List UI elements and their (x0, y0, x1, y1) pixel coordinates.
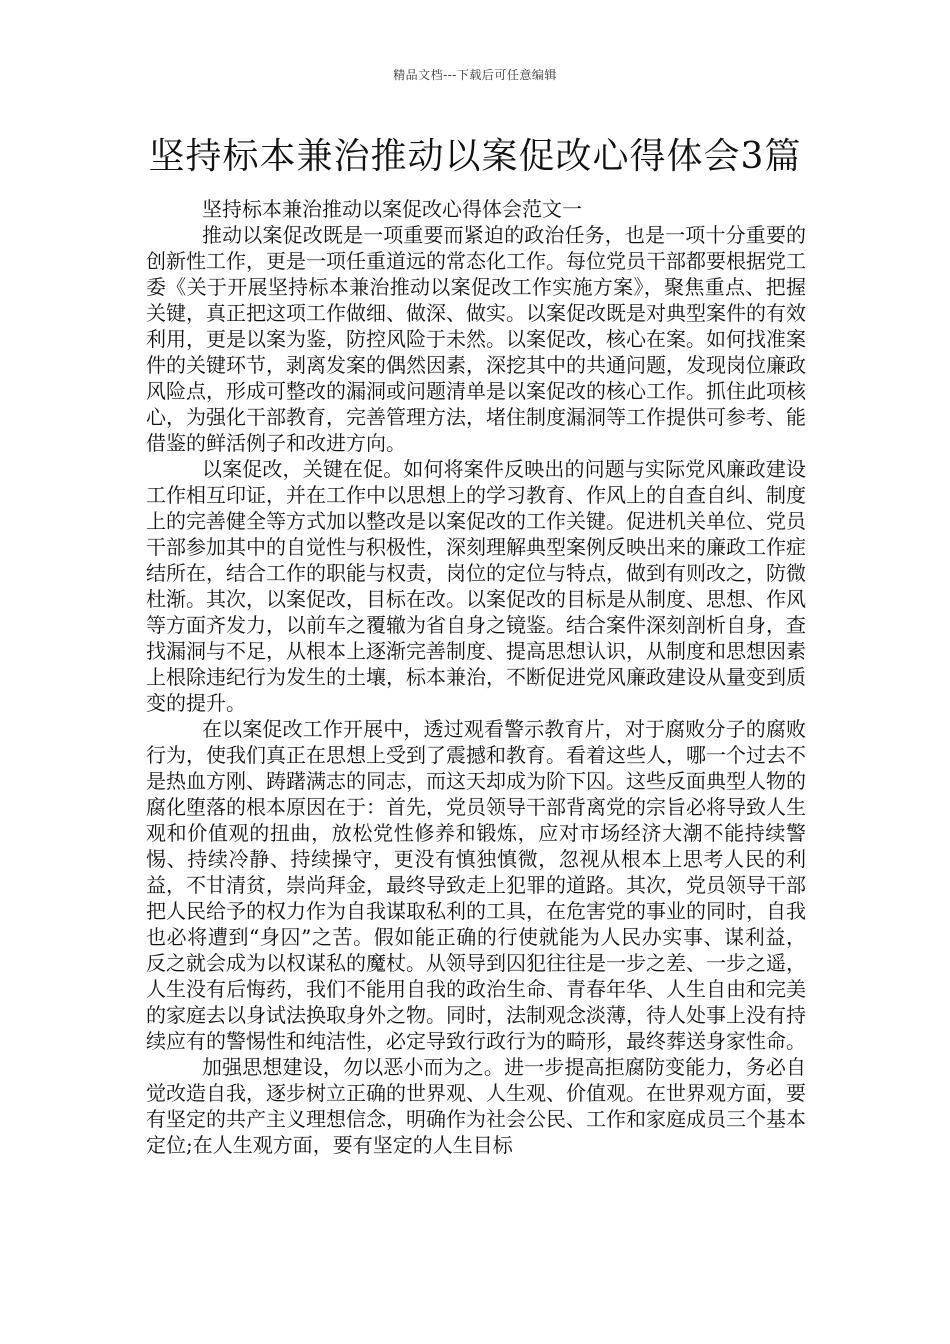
paragraph-4: 加强思想建设，勿以恶小而为之。进一步提高拒腐防变能力，务必自觉改造自我，逐步树立正确的世界观、人生观、价值观。在世界观方面，要有坚定的共产主义理想信念，明确作为社会公民、工作和家庭成员三个基本定位;在人生观方面，要有坚定的人生目标 (146, 1055, 806, 1157)
header-note: 精品文档---下载后可任意编辑 (393, 68, 557, 82)
paragraph-1: 推动以案促改既是一项重要而紧迫的政治任务，也是一项十分重要的创新性工作，更是一项任重道远的常态化工作。每位党员干部都要根据党工委《关于开展坚持标本兼治推动以案促改工作实施方案》，聚焦重点、把握关键，真正把这项工作做细、做深、做实。以案促改既是对典型案件的有效利用，更是以案为鉴，防控风险于未然。以案促改，核心在案。如何找准案件的关键环节，剥离发案的偶然因素，深挖其中的共通问题，发现岗位廉政风险点，形成可整改的漏洞或问题清单是以案促改的核心工作。抓住此项核心，为强化干部教育，完善管理方法，堵住制度漏洞等工作提供可参考、能借鉴的鲜活例子和改进方向。 (146, 223, 806, 455)
paragraph-2: 以案促改，关键在促。如何将案件反映出的问题与实际党风廉政建设工作相互印证，并在工作中以思想上的学习教育、作风上的自查自纠、制度上的完善健全等方式加以整改是以案促改的工作关键。促进机关单位、党员干部参加其中的自觉性与积极性，深刻理解典型案例反映出来的廉政工作症结所在，结合工作的职能与权责，岗位的定位与特点，做到有则改之，防微杜渐。其次，以案促改，目标在改。以案促改的目标是从制度、思想、作风等方面齐发力，以前车之覆辙为省自身之镜鉴。结合案件深刻剖析自身，查找漏洞与不足，从根本上逐渐完善制度、提高思想认识，从制度和思想因素上根除违纪行为发生的土壤，标本兼治，不断促进党风廉政建设从量变到质变的提升。 (146, 457, 806, 715)
paragraph-3: 在以案促改工作开展中，透过观看警示教育片，对于腐败分子的腐败行为，使我们真正在思想上受到了震撼和教育。看着这些人，哪一个过去不是热血方刚、踌躇满志的同志，而这天却成为阶下囚。这些反面典型人物的腐化堕落的根本原因在于：首先，党员领导干部背离党的宗旨必将导致人生观和价值观的扭曲，放松党性修养和锻炼，应对市场经济大潮不能持续警惕、持续冷静、持续操守，更没有慎独慎微，忽视从根本上思考人民的利益，不甘清贫，崇尚拜金，最终导致走上犯罪的道路。其次，党员领导干部把人民给予的权力作为自我谋取私利的工具，在危害党的事业的同时，自我也必将遭到“身囚”之苦。假如能正确的行使就能为人民办实事、谋利益，反之就会成为以权谋私的魔杖。从领导到囚犯往往是一步之差、一步之遥，人生没有后悔药，我们不能用自我的政治生命、青春年华、人生自由和完美的家庭去以身试法换取身外之物。同时，法制观念淡薄，待人处事上没有持续应有的警惕性和纯洁性，必定导致行政行为的畸形，最终葬送身家性命。 (146, 717, 806, 1053)
document-subtitle: 坚持标本兼治推动以案促改心得体会范文一 (202, 197, 582, 221)
document-body (146, 196, 806, 1158)
document-title: 坚持标本兼治推动以案促改心得体会3篇 (148, 136, 802, 177)
